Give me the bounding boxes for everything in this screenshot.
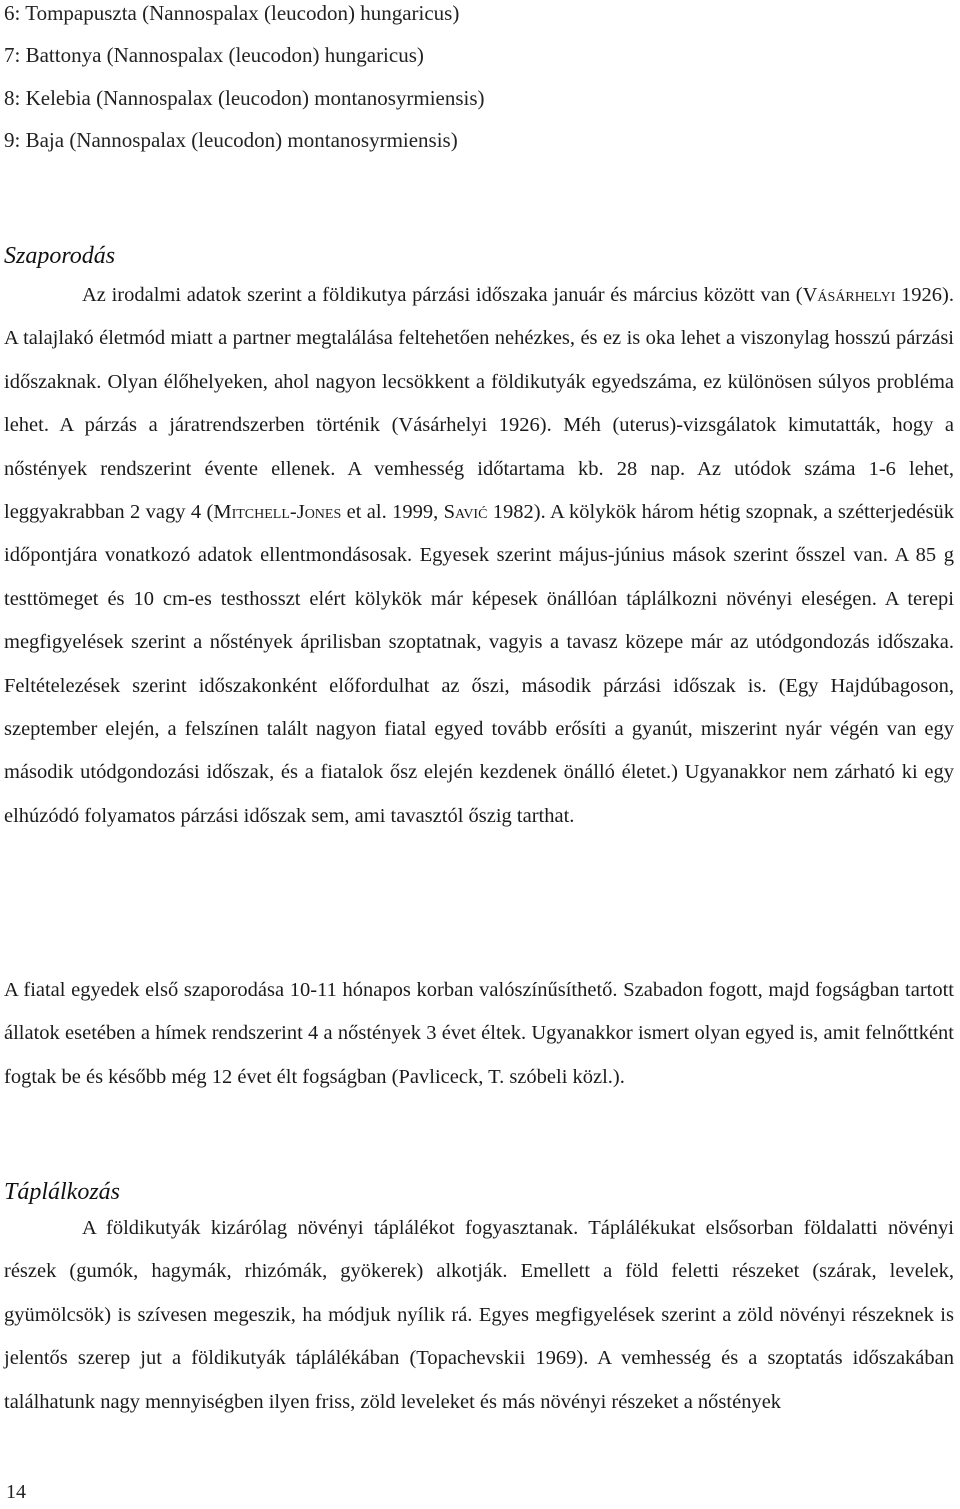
paragraph-taplalkozas-1: A földikutyák kizárólag növényi táplálékot fogyasztanak. Táplálékukat elsősorban földalatti növényi részek (gumók, hagymák, rhizómák, gyökerek) alkotják. Emellett a föld feletti részeket (szárak, levelek, gyümölcsök) is szívesen megeszik, ha módjuk nyílik rá. Egyes megfigyelések szerint a zöld növényi részeknek is jelentős szerep jut a földikutyák táplálékában (Topachevskii 1969). A vemhesség és a szoptatás időszakában találhatunk nagy mennyiségben ilyen friss, zöld leveleket és más növényi részeket a nőstények bbox=[4, 1217, 954, 1413]
text-run: 1926). A talajlakó életmód miatt a partner megtalálása feltehetően nehézkes, és ez is oka lehet a viszonylag hosszú párzási időszaknak. Olyan élőhelyeken, ahol nagyon lecsökkent a földikutyák egyedszáma, ez különösen súlyos probléma lehet. A párzás a járatrendszerben történik (Vásárhelyi 1926). Méh (uterus)-vizsgálatok kimutatták, hogy a nőstények rendszerint évente ellenek. A vemhesség időtartama kb. 28 nap. Az utódok száma 1-6 lehet, leggyakrabban 2 vagy 4 ( bbox=[4, 284, 955, 524]
text-run: et al. 1999, bbox=[341, 501, 444, 524]
text-run: Az irodalmi adatok szerint a földikutya párzási időszaka január és március között van ( bbox=[82, 284, 803, 306]
section-heading-szaporodas: Szaporodás bbox=[4, 243, 116, 269]
author-name: Mitchell-Jones bbox=[213, 501, 342, 524]
list-item: 7: Battonya (Nannospalax (leucodon) hungaricus) bbox=[4, 43, 424, 67]
section-heading-taplalkozas: Táplálkozás bbox=[4, 1179, 121, 1205]
list-item: 9: Baja (Nannospalax (leucodon) montanosyrmiensis) bbox=[4, 128, 458, 152]
author-name: Savić bbox=[443, 501, 488, 524]
author-name: Vásárhelyi bbox=[802, 284, 896, 306]
page-number: 14 bbox=[6, 1481, 26, 1503]
list-item: 8: Kelebia (Nannospalax (leucodon) montanosyrmiensis) bbox=[4, 86, 485, 110]
paragraph-szaporodas-2: A fiatal egyedek első szaporodása 10-11 hónapos korban valószínűsíthető. Szabadon fogott, majd fogságban tartott állatok esetében a hímek rendszerint 4 a nőstények 3 évet éltek. Ugyanakkor ismert olyan egyed is, amit felnőttként fogtak be és később még 12 évet élt fogságban (Pavliceck, T. szóbeli közl.). bbox=[4, 979, 954, 1088]
text-run: 1982). A kölykök három hétig szopnak, a szétterjedésük időpontjára vonatkozó adatok ellentmondásosak. Egyesek szerint május-június mások szerint ősszel van. A 85 g testtömeget és 10 cm-es testhosszt elért kölykök már képesek önállóan táplálkozni növényi eleségen. A terepi megfigyelések szerint a nőstények áprilisban szoptatnak, vagyis a tavasz közepe már az utódgondozás időszaka. Feltételezések szerint időszakonként előfordulhat az őszi, második párzási időszak is. (Egy Hajdúbagoson, szeptember elején, a felszínen talált nagyon fiatal egyed tovább erősíti a gyanút, miszerint nyár végén van egy második utódgondozási időszak, és a fiatalok ősz elején kezdenek önálló életet.) Ugyanakkor nem zárható ki egy elhúzódó folyamatos párzási időszak sem, ami tavasztól őszig tarthat. bbox=[4, 501, 954, 827]
paragraph-szaporodas-1 bbox=[4, 274, 954, 838]
list-item: 6: Tompapuszta (Nannospalax (leucodon) hungaricus) bbox=[4, 1, 460, 25]
